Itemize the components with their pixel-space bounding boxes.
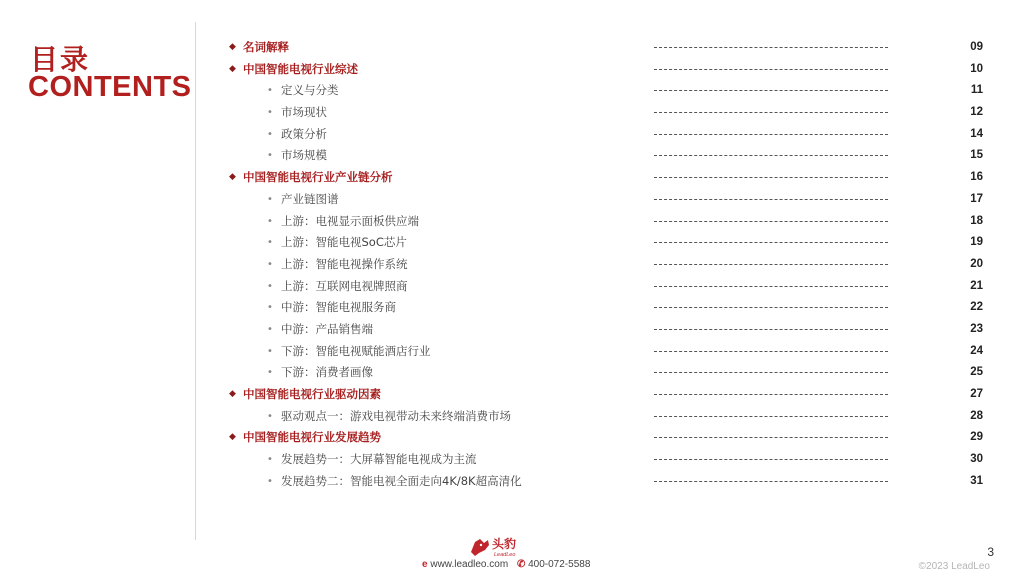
page-title-english: CONTENTS — [28, 71, 192, 103]
toc-page-number: 29 — [970, 431, 983, 444]
toc-subsection[interactable] — [0, 471, 1024, 493]
web-icon: e — [422, 559, 428, 570]
toc-subsection[interactable] — [0, 449, 1024, 471]
toc-label: 市场规模 — [281, 148, 327, 163]
toc-section[interactable] — [0, 167, 1024, 189]
phone-icon: ✆ — [516, 559, 526, 570]
dot-bullet-icon: • — [267, 237, 273, 249]
table-of-contents — [0, 37, 1024, 492]
toc-label: 政策分析 — [281, 126, 327, 141]
toc-subsection[interactable] — [0, 319, 1024, 341]
toc-label: 发展趋势一：大屏幕智能电视成为主流 — [281, 452, 477, 467]
logo-subtext: LeadLeo — [494, 552, 516, 558]
toc-leader — [654, 481, 888, 482]
dot-bullet-icon: • — [267, 302, 273, 314]
toc-subsection[interactable] — [0, 232, 1024, 254]
toc-label: 中国智能电视行业产业链分析 — [243, 170, 393, 185]
toc-leader — [654, 134, 888, 135]
toc-subsection[interactable] — [0, 80, 1024, 102]
toc-page-number: 12 — [970, 106, 983, 119]
diamond-bullet-icon: ◆ — [229, 42, 236, 52]
phone-number: 400-072-5588 — [528, 559, 591, 570]
dot-bullet-icon: • — [267, 323, 273, 335]
toc-label: 发展趋势二：智能电视全面走向4K/8K超高清化 — [281, 473, 522, 488]
leadleo-logo-icon — [469, 534, 533, 558]
toc-label: 市场现状 — [281, 105, 327, 120]
toc-label: 上游：智能电视SoC芯片 — [281, 235, 407, 250]
dot-bullet-icon: • — [267, 258, 273, 270]
toc-label: 产业链图谱 — [281, 191, 339, 206]
toc-page-number: 21 — [970, 279, 983, 292]
toc-subsection[interactable] — [0, 102, 1024, 124]
toc-page-number: 10 — [970, 62, 983, 75]
toc-leader — [654, 69, 888, 70]
toc-page-number: 31 — [970, 474, 983, 487]
toc-leader — [654, 242, 888, 243]
footer-contact — [422, 559, 590, 570]
toc-leader — [654, 199, 888, 200]
toc-section[interactable] — [0, 59, 1024, 81]
copyright: ©2023 LeadLeo — [918, 561, 990, 572]
toc-label: 定义与分类 — [281, 83, 339, 98]
toc-subsection[interactable] — [0, 362, 1024, 384]
toc-page-number: 14 — [970, 127, 983, 140]
toc-subsection[interactable] — [0, 145, 1024, 167]
toc-page-number: 30 — [970, 453, 983, 466]
toc-leader — [654, 394, 888, 395]
toc-page-number: 15 — [970, 149, 983, 162]
dot-bullet-icon: • — [267, 475, 273, 487]
toc-section[interactable] — [0, 37, 1024, 59]
toc-subsection[interactable] — [0, 211, 1024, 233]
diamond-bullet-icon: ◆ — [229, 172, 236, 183]
toc-leader — [654, 329, 888, 330]
toc-page-number: 11 — [970, 84, 983, 97]
toc-section[interactable] — [0, 384, 1024, 406]
toc-page-number: 19 — [970, 236, 983, 249]
toc-label: 中游：产品销售端 — [281, 321, 373, 336]
dot-bullet-icon: • — [267, 193, 273, 205]
toc-leader — [654, 90, 888, 91]
diamond-bullet-icon: ◆ — [229, 389, 236, 399]
toc-page-number: 25 — [970, 366, 983, 379]
diamond-bullet-icon: ◆ — [229, 432, 236, 443]
toc-leader — [654, 459, 888, 460]
toc-page-number: 09 — [970, 41, 983, 53]
page-title-chinese: 目录 — [30, 43, 91, 76]
toc-leader — [654, 47, 888, 48]
website-link[interactable]: www.leadleo.com — [430, 559, 509, 570]
toc-label: 名词解释 — [243, 40, 289, 54]
toc-label: 上游：互联网电视牌照商 — [281, 278, 408, 293]
toc-leader — [654, 416, 888, 417]
toc-leader — [654, 264, 888, 265]
toc-page-number: 22 — [970, 301, 983, 314]
toc-label: 中国智能电视行业发展趋势 — [243, 430, 381, 445]
page-number: 3 — [987, 545, 994, 559]
logo-text: 头豹 — [492, 537, 517, 551]
toc-subsection[interactable] — [0, 276, 1024, 298]
diamond-bullet-icon: ◆ — [229, 63, 236, 74]
toc-label: 下游：消费者画像 — [281, 365, 373, 380]
toc-leader — [654, 286, 888, 287]
dot-bullet-icon: • — [267, 345, 273, 357]
toc-label: 上游：电视显示面板供应端 — [281, 213, 419, 228]
toc-leader — [654, 437, 888, 438]
toc-page-number: 23 — [970, 322, 983, 335]
toc-label: 下游：智能电视赋能酒店行业 — [281, 343, 431, 358]
toc-page-number: 16 — [970, 171, 983, 184]
dot-bullet-icon: • — [267, 85, 273, 97]
toc-label: 中国智能电视行业综述 — [243, 61, 358, 76]
toc-subsection[interactable] — [0, 406, 1024, 428]
toc-page-number: 24 — [970, 344, 983, 357]
toc-page-number: 27 — [970, 388, 983, 400]
toc-leader — [654, 112, 888, 113]
toc-page-number: 17 — [970, 192, 983, 205]
toc-leader — [654, 351, 888, 352]
toc-leader — [654, 177, 888, 178]
toc-subsection[interactable] — [0, 297, 1024, 319]
toc-label: 中国智能电视行业驱动因素 — [243, 387, 381, 401]
dot-bullet-icon: • — [267, 128, 273, 140]
toc-page-number: 28 — [970, 409, 983, 422]
toc-section[interactable] — [0, 427, 1024, 449]
toc-label: 驱动观点一：游戏电视带动未来终端消费市场 — [281, 408, 511, 423]
toc-subsection[interactable] — [0, 189, 1024, 211]
dot-bullet-icon: • — [267, 215, 273, 227]
toc-leader — [654, 307, 888, 308]
dot-bullet-icon: • — [267, 150, 273, 162]
toc-label: 中游：智能电视服务商 — [281, 300, 396, 315]
dot-bullet-icon: • — [267, 367, 273, 379]
toc-subsection[interactable] — [0, 254, 1024, 276]
toc-page-number: 18 — [970, 214, 983, 227]
toc-label: 上游：智能电视操作系统 — [281, 256, 408, 271]
dot-bullet-icon: • — [267, 410, 273, 422]
dot-bullet-icon: • — [267, 454, 273, 466]
toc-subsection[interactable] — [0, 341, 1024, 363]
toc-leader — [654, 221, 888, 222]
toc-leader — [654, 372, 888, 373]
dot-bullet-icon: • — [267, 280, 273, 292]
toc-page-number: 20 — [970, 257, 983, 270]
toc-subsection[interactable] — [0, 124, 1024, 146]
dot-bullet-icon: • — [267, 107, 273, 119]
toc-leader — [654, 155, 888, 156]
